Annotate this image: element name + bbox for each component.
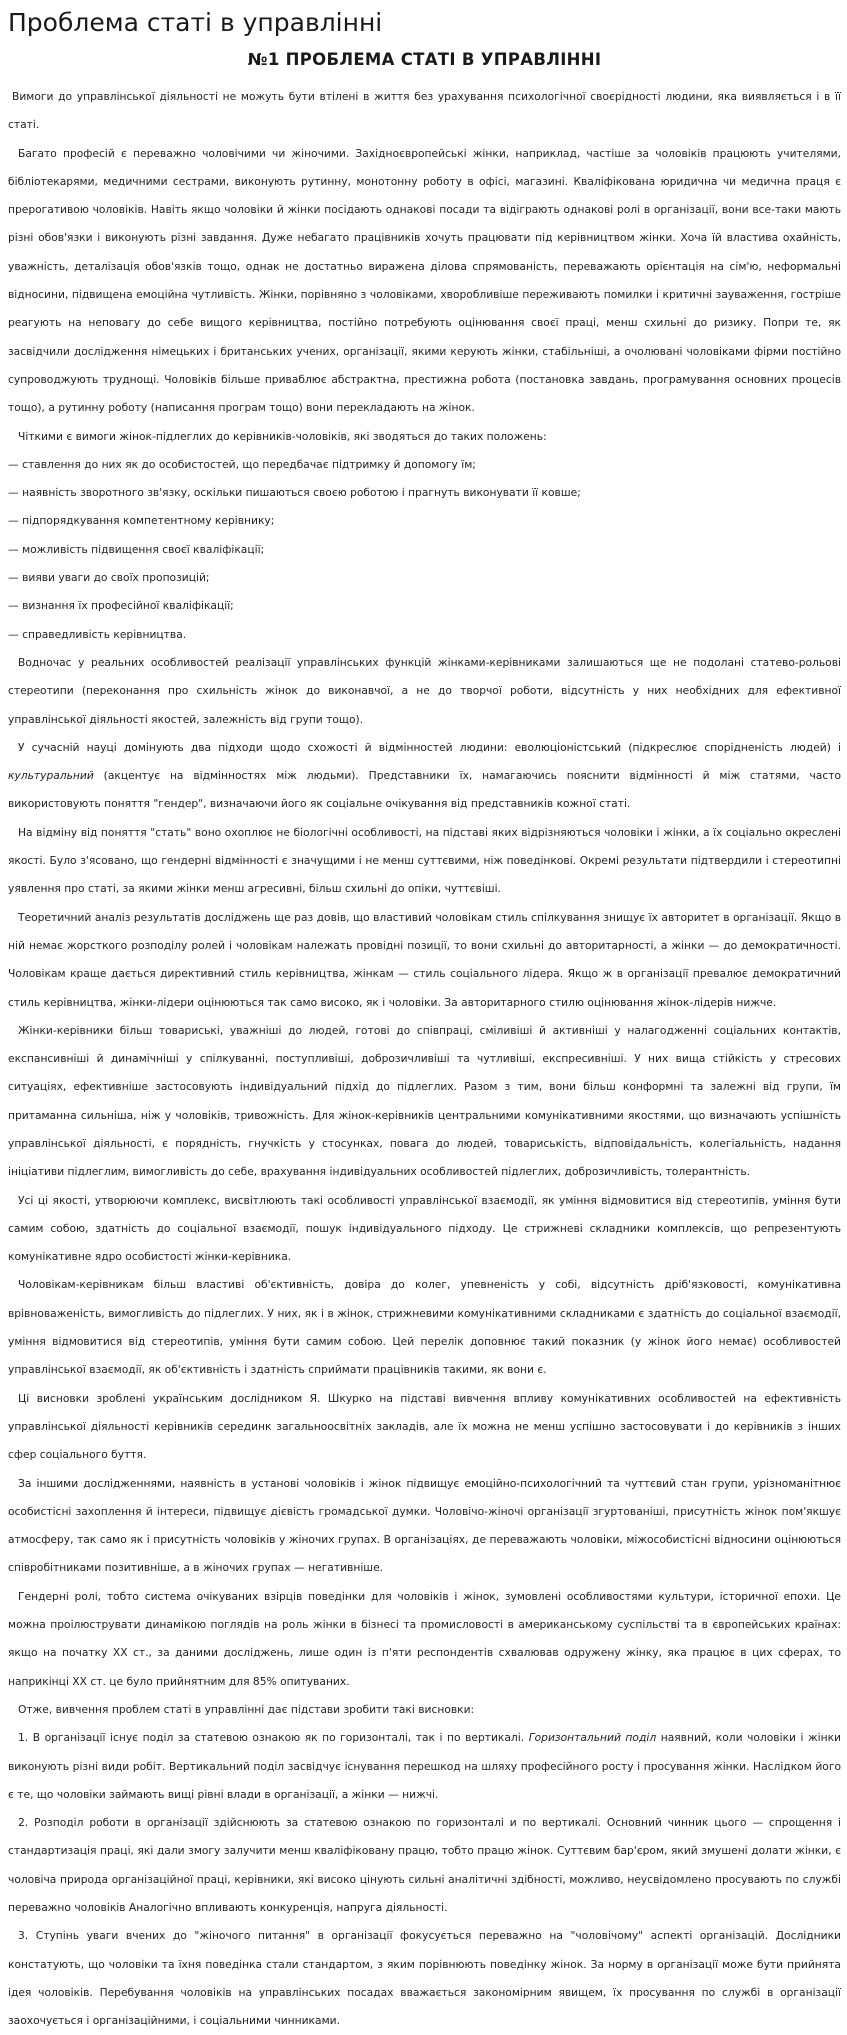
list-item: — визнання їх професійної кваліфікації; (8, 599, 234, 613)
paragraph-text: У сучасній науці домінують два підходи щодо схожості й відмінностей людини: еволюціоністський (підкреслює спорідненість людей) і (18, 740, 841, 754)
page-title: Проблема статі в управлінні (8, 8, 383, 37)
list-item: — ставлення до них як до особистостей, що передбачає підтримку й допомогу їм; (8, 457, 476, 471)
list-item: — підпорядкування компетентному керівнику; (8, 514, 275, 528)
paragraph: 2. Розподіл роботи в організації здійснюють за статевою ознакою по горизонталі и по вертикалі. Основний чинник цього — спрощення і стандартизація праці, які дали змогу залучити менш кваліфіковану працю, тобто працю жінок. Суттєвим бар'єром, який змушені долати жінки, є чоловіча природа організаційної праці, керівники, які високо цінують сильні аналітичні здібності, можливо, неусвідомлено просувають по службі переважно чоловіків Аналогічно впливають конкуренція, напруга діяльності. (8, 1816, 841, 1914)
paragraph: Усі ці якості, утворюючи комплекс, висвітлюють такі особливості управлінської взаємодії, як уміння відмовитися від стереотипів, уміння бути самим собою, здатність до соціальної взаємодії, пошук індивідуального підходу. Це стрижневі складники комплексів, що репрезентують комунікативне ядро особистості жінки-керівника. (8, 1193, 841, 1264)
emphasis: Горизонтальний поділ (528, 1731, 657, 1745)
paragraph: Чоловікам-керівникам більш властиві об'єктивність, довіра до колег, упевненість у собі, відсутність дріб'язковості, комунікативна врівноваженість, вимогливість до підлеглих. У них, як і в жінок, стрижневими комунікативними складниками є здатність до соціальної взаємодії, уміння відмовитися від стереотипів, уміння бути самим собою. Цей перелік доповнює такий показник (у жінок його немає) особливостей управлінської взаємодії, як об'єктивність і здатність сприймати працівників такими, як вони є. (8, 1278, 841, 1377)
paragraph-text: (акцентує на відмінностях між людьми). Представники їх, намагаючись пояснити відмінності й між статями, часто використовують поняття "гендер", визначаючи його як соціальне очікування від представників кожної статі. (8, 769, 841, 811)
paragraph: 3. Ступінь уваги вчених до "жіночого питання" в організації фокусується переважно на "чоловічому" аспекті організацій. Дослідники констатують, що чоловіки та їхня поведінка стали стандартом, з яким порівнюють поведінку жінок. За норму в організації може бути прийнята ідея чоловіків. Перебування чоловіків на управлінських посадах вважається закономірним явищем, їх просування по службі в організації заохочується і організаційними, і соціальними чинниками. (8, 1929, 841, 2028)
paragraph: Чіткими є вимоги жінок-підлеглих до керівників-чоловіків, які зводяться до таких положень: (18, 429, 547, 443)
list-item: — можливість підвищення своєї кваліфікації; (8, 542, 265, 556)
paragraph: Багато професій є переважно чоловічими чи жіночими. Західноєвропейські жінки, наприклад, частіше за чоловіків працюють учителями, бібліотекарями, медичними сестрами, виконують рутинну, монотонну роботу в офісі, магазині. Кваліфікована юридична чи медична праця є прерогативою чоловіків. Навіть якщо чоловіки й жінки посідають однакові посади та відіграють однакові ролі в організації, вони все-таки мають різні обов'язки і виконують різні завдання. Дуже небагато працівників хочуть працювати під керівництвом жінки. Хоча їй властива охайність, уважність, деталізація обов'язків тощо, однак не достатньо виражена ділова спрямованість, переважають орієнтація на сім'ю, неформальні відносини, підвищена емоційна чутливість. Жінки, порівняно з чоловіками, хворобливіше переживають помилки і критичні зауваження, гостріше реагують на неповагу до себе вищого керівництва, постійно потребують оцінювання своєї праці, менш схильні до ризику. Попри те, як засвідчили дослідження німецьких і британських учених, організації, якими керують жінки, стабільніші, а очолювані чоловіками фірми постійно супроводжують труднощі. Чоловіків більше приваблює абстрактна, престижна робота (постановка завдань, програмування основних процесів тощо), а рутинну роботу (написання програм тощо) вони перекладають на жінок. (8, 146, 841, 415)
paragraph (8, 1724, 841, 1809)
list-item: — наявність зворотного зв'язку, оскільки пишаються своєю роботою і прагнуть виконувати її ковше; (8, 486, 581, 500)
document-body (8, 83, 841, 2035)
paragraph: Жінки-керівники більш товариські, уважніші до людей, готові до співпраці, сміливіші й активніші у налагодженні соціальних контактів, експансивніші й динамічніші у спілкуванні, поступливіші, доброзичливіші та чутливіші, експресивніші. У них вища стійкість у стресових ситуаціях, ефективніше застосовують індивідуальний підхід до підлеглих. Разом з тим, вони більш конформні та залежні від групи, їм притаманна сильніша, ніж у чоловіків, тривожність. Для жінок-керівників центральними комунікативними якостями, що визначають успішність управлінської діяльності, є порядність, гнучкість у стосунках, повага до людей, товариськість, відповідальність, колегіальність, надання ініціативи підлеглим, вимогливість до себе, врахування індивідуальних особливостей підлеглих, доброзичливість, толерантність. (8, 1023, 841, 1179)
paragraph: За іншими дослідженнями, наявність в установі чоловіків і жінок підвищує емоційно-психологічний та чуттєвий стан групи, урізноманітнює особистісні захоплення й інтереси, підвищує дієвість громадської думки. Чоловічо-жіночі організації згуртованіші, присутність жінок пом'якшує атмосферу, так само як і присутність чоловіків у жіночих групах. В організаціях, де переважають чоловіки, міжособистісні відносини оцінюються співробітниками позитивніше, а в жіночих групах — негативніше. (8, 1476, 841, 1575)
paragraph-text: 1. В організації існує поділ за статевою ознакою як по горизонталі, так і по вертикалі. (18, 1731, 525, 1745)
paragraph: Ці висновки зроблені українським дослідником Я. Шкурко на підставі вивчення впливу комунікативних особливостей на ефективність управлінської діяльності керівників серединк загальноосвітніх закладів, але їх можна не менш успішно застосовувати і до керівників з інших сфер соціального буття. (8, 1391, 841, 1462)
list-item: — вияви уваги до своїх пропозицій; (8, 571, 210, 585)
list-item: — справедливість керівництва. (8, 627, 187, 641)
paragraph-text: наявний, коли чоловіки і жінки виконують різні види робіт. Вертикальний поділ засвідчує існування перешкод на шляху професійного росту і просування жінки. Наслідком його є те, що чоловіки займають вищі рівні влади в організації, а жінки — нижчі. (8, 1731, 841, 1801)
paragraph: Водночас у реальних особливостей реалізації управлінських функцій жінками-керівниками залишаються ще не подолані статево-рольові стереотипи (переконання про схильність жінок до виконавчої, а не до творчої роботи, відсутність у них необхідних для ефективної управлінської діяльності якостей, залежність від групи тощо). (8, 655, 841, 726)
paragraph: На відміну від поняття "стать" воно охоплює не біологічні особливості, на підставі яких відрізняються чоловіки і жінки, а їх соціально окреслені якості. Було з'ясовано, що гендерні відмінності є значущими і не менш суттєвими, ніж поведінкові. Окремі результати підтвердили і стереотипні уявлення про статі, за якими жінки менш агресивні, більш схильні до опіки, чуттєвіші. (8, 825, 841, 896)
paragraph (8, 734, 841, 819)
paragraph: Гендерні ролі, тобто система очікуваних взірців поведінки для чоловіків і жінок, зумовлені особливостями культури, історичної епохи. Це можна проілюструвати динамікою поглядів на роль жінки в бізнесі та промисловості в американському суспільстві та в європейських країнах: якщо на початку XX ст., за даними досліджень, лише один із п'яти респондентів схвалював одружену жінку, яка працює в цих сферах, то наприкінці XX ст. це було прийнятним для 85% опитуваних. (8, 1589, 841, 1688)
paragraph: Теоретичний аналіз результатів досліджень ще раз довів, що властивий чоловікам стиль спілкування знищує їх авторитет в організації. Якщо в ній немає жорсткого розподілу ролей і чоловікам належать провідні позиції, то вони схильні до авторитарності, а жінки — до демократичності. Чоловікам краще дається директивний стиль керівництва, жінкам — стиль соціального лідера. Якщо ж в організації превалює демократичний стиль керівництва, жінки-лідери оцінюються так само високо, як і чоловіки. За авторитарного стилю оцінювання жінок-лідерів нижче. (8, 910, 841, 1009)
emphasis: культуральний (8, 769, 94, 783)
paragraph: Вимоги до управлінської діяльності не можуть бути втілені в життя без урахування психологічної своєрідності людини, яка виявляється і в її статі. (8, 90, 841, 132)
section-heading: №1 ПРОБЛЕМА СТАТІ В УПРАВЛІННІ (247, 50, 602, 69)
paragraph: Отже, вивчення проблем статі в управлінні дає підстави зробити такі висновки: (18, 1702, 475, 1716)
